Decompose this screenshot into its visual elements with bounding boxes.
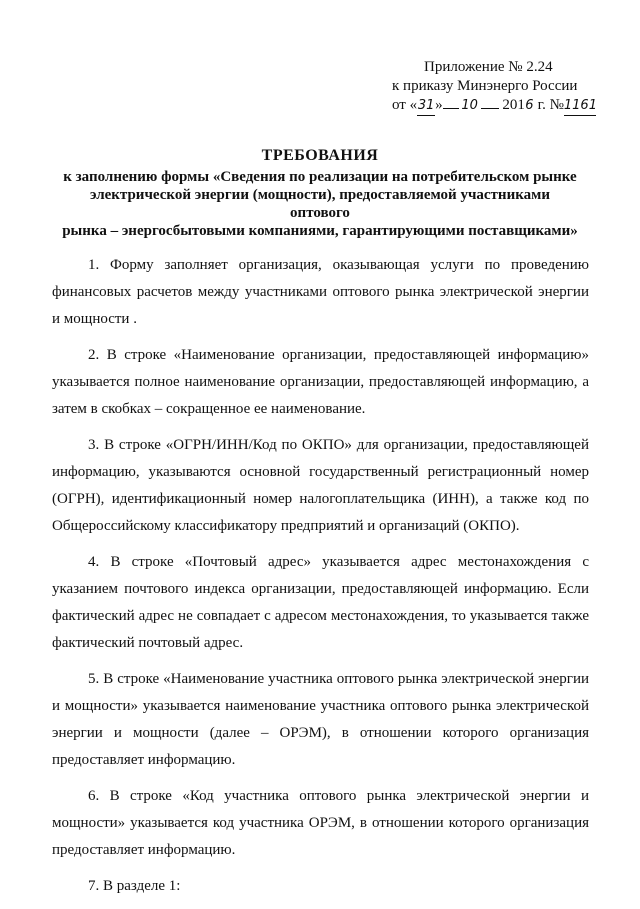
heading-line-1: к заполнению формы «Сведения по реализации на потребительском рынке [63, 169, 577, 185]
paragraph-6: 6. В строке «Код участника оптового рынка электрической энергии и мощности» указывается код участника ОРЭМ, в отношении которого организация предоставляет информацию. [52, 788, 589, 858]
day-suffix: » [435, 97, 443, 113]
heading-title: ТРЕБОВАНИЯ [261, 147, 379, 164]
year-suffix: г. № [533, 97, 564, 113]
paragraph-2: 2. В строке «Наименование организации, предоставляющей информацию» указывается полное наименование организации, предоставляющей информацию, а затем в скобках – сокращенное ее наименование. [52, 347, 589, 417]
paragraph-5: 5. В строке «Наименование участника оптового рынка электрической энергии и мощности» указывается наименование участника оптового рынка электрической энергии и мощности (далее – ОРЭМ), в отношении которого организация предоставляет информацию. [52, 671, 589, 768]
appendix-date-line [392, 96, 612, 116]
handwritten-month: 10 [461, 98, 478, 113]
appendix-title: Приложение № 2.24 [424, 59, 553, 75]
handwritten-year-digit: 6 [525, 98, 534, 113]
paragraph-7: 7. В разделе 1: [88, 878, 181, 894]
handwritten-order-number: 1161 [564, 96, 596, 116]
month-blank-right [481, 108, 499, 109]
year-prefix: 201 [502, 97, 525, 113]
paragraph-3: 3. В строке «ОГРН/ИНН/Код по ОКПО» для организации, предоставляющей информацию, указываются основной государственный регистрационный номер (ОГРН), идентификационный номер налогоплательщика (ИНН), а также код по Общероссийскому классификатору предприятий и организаций (ОКПО). [52, 437, 589, 534]
heading-line-2: электрической энергии (мощности), предоставляемой участниками оптового [89, 187, 550, 221]
handwritten-day: 31 [417, 96, 435, 116]
month-blank-left [443, 108, 459, 109]
appendix-block [392, 58, 612, 116]
paragraph-1: 1. Форму заполняет организация, оказывающая услуги по проведению финансовых расчетов между участниками оптового рынка электрической энергии и мощности . [52, 257, 589, 327]
document-body [52, 252, 589, 909]
document-heading [60, 147, 580, 240]
heading-line-3: рынка – энергосбытовыми компаниями, гарантирующими поставщиками» [62, 223, 578, 239]
date-prefix: от « [392, 97, 418, 113]
appendix-order-ref: к приказу Минэнерго России [392, 78, 578, 94]
paragraph-4: 4. В строке «Почтовый адрес» указывается адрес местонахождения с указанием почтового индекса организации, предоставляющей информацию. Если фактический адрес не совпадает с адресом местонахождения, то указывается также фактический почтовый адрес. [52, 554, 589, 651]
